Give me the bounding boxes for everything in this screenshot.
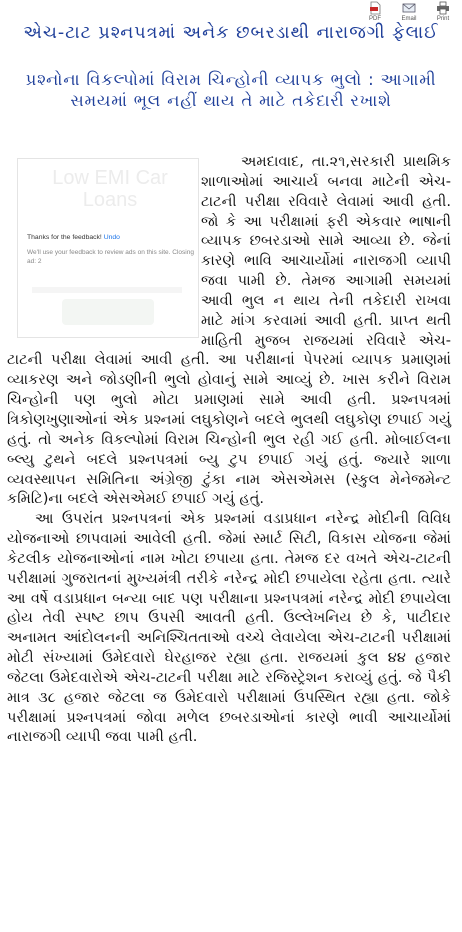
pdf-icon (368, 1, 382, 15)
ad-feedback-note: We'll use your feedback to review ads on this site. Closing ad: 2 (27, 249, 194, 265)
ad-title: Low EMI Car Loans (52, 167, 168, 211)
article-paragraph-1: અમદાવાદ, તા.૨૧,સરકારી પ્રાથમિક શાળાઓમાં આચાર્ય બનવા માટેની એચ-ટાટની પરીક્ષા રવિવારે લેવામાં આવી હતી. જો કે આ પરીક્ષામાં ફરી એકવાર ભાષાની વ્યાપક છબરડાઓ સામે આવ્યા છે. જેનાં કારણે ભાવિ આચાર્યોમાં નારાજગી વ્યાપી જવા પામી છે. તેમજ આગામી સમયમાં આવી ભુલ ન થાય તેની તકેદારી રાખવા માટે માંગ કરવામાં આવી હતી. પ્રાપ્ત થતી માહિતી મુજબ રાજયમાં રવિવારે એચ-ટાટની પરીક્ષા લેવામાં આવી હતી. આ પરીક્ષાનાં પેપરમાં વ્યાપક પ્રમાણમાં વ્યાકરણ અને જોડણીની ભુલો હોવાનું સામે આવ્યું છે. ખાસ કરીને વિરામ ચિન્હોની પણ ભુલો મોટા પ્રમાણમાં સામે આવી હતી. પ્રશ્નપત્રમાં ત્રિકોણખુણાઓનાં એક પ્રશ્નમાં લઘુકોણને બદલે ભુલથી લઘુકોણ છપાઈ ગયું હતું. તો અનેક વિકલ્પોમાં વિરામ ચિન્હોની ભુલ રહી ગઈ હતી. મોબાઈલના બ્લ્યુ ટુથને બદલે પ્રશ્નપત્રમાં બ્યુ ટુપ છપાઈ ગયું હતું. જ્યારે શાળા વ્યવસ્થાપન સમિતિના અંગ્રેજી ટુંકા નામ એસએમસ (સ્કુલ મેનેજમેન્ટ કમિટિ)ના બદલે એસએમઈ છપાઈ ગયું હતું. (7, 153, 451, 508)
pdf-label: PDF (369, 16, 381, 22)
article-body (7, 152, 451, 747)
ad-undo-link[interactable]: Undo (103, 234, 120, 241)
article-headline: એચ-ટાટ પ્રશ્નપત્રમાં અનેક છબરડાથી નારાજગી ફેલાઈ (23, 23, 439, 43)
print-icon (436, 1, 450, 15)
ad-thanks-label: Thanks for the feedback! (27, 234, 102, 241)
email-icon (402, 1, 416, 15)
ad-spacer (7, 152, 201, 336)
email-label: Email (401, 16, 417, 22)
print-label: Print (436, 16, 450, 22)
article-subheadline: પ્રશ્નોના વિકલ્પોમાં વિરામ ચિન્હોની વ્યાપક ભુલો : આગામી સમયમાં ભૂલ નહીં થાય તે માટે તકેદારી રખાશે (25, 70, 437, 110)
article-paragraph-2: આ ઉપરાંત પ્રશ્નપત્રનાં એક પ્રશ્નમાં વડાપ્રધાન નરેન્દ્ર મોદીની વિવિધ યોજનાઓ છાપવામાં આવેલી હતી. જેમાં સ્માર્ટ સિટી, વિકાસ યોજના જેમાં કેટલીક યોજનાઓનાં નામ ખોટા છપાયા હતા. તેમજ દર વખતે એચ-ટાટની પરીક્ષામાં ગુજરાતનાં મુખ્યમંત્રી તરીકે નરેન્દ્ર મોદી છપાયેલા રહેતા હતા. ત્યારે આ વર્ષે વડાપ્રધાન બન્યા બાદ પણ પરીક્ષાના પ્રશ્નપત્રમાં નરેન્દ્ર મોદી છપાયેલા હોય તેવી સ્પષ્ટ છાપ ઉપસી આવતી હતી. ઉલ્લેખનિય છે કે, પાટીદાર અનામત આંદોલનની અનિશ્ચિતતાઓ વચ્ચે લેવાયેલા એચ-ટાટની પરીક્ષામાં મોટી સંખ્યામાં ઉમેદવારો ઘેરહાજર રહ્યા હતા. રાજયમાં કુલ ૪૪ હજાર જેટલા ઉમેદવારોએ એચ-ટાટની પરીક્ષા માટે રજિસ્ટ્રેશન કરાવ્યું હતું. જે પૈકી માત્ર ૩૮ હજાર જેટલા જ ઉમેદવારો પરીક્ષામાં ઉપસ્થિત રહ્યા હતા. જોકે પરીક્ષામાં પ્રશ્નપત્રમાં જોવા મળેલ છબરડાઓનાં કારણે ભાવી આચાર્યોમાં નારાજગી વ્યાપી જવા પામી હતી. (7, 510, 451, 746)
